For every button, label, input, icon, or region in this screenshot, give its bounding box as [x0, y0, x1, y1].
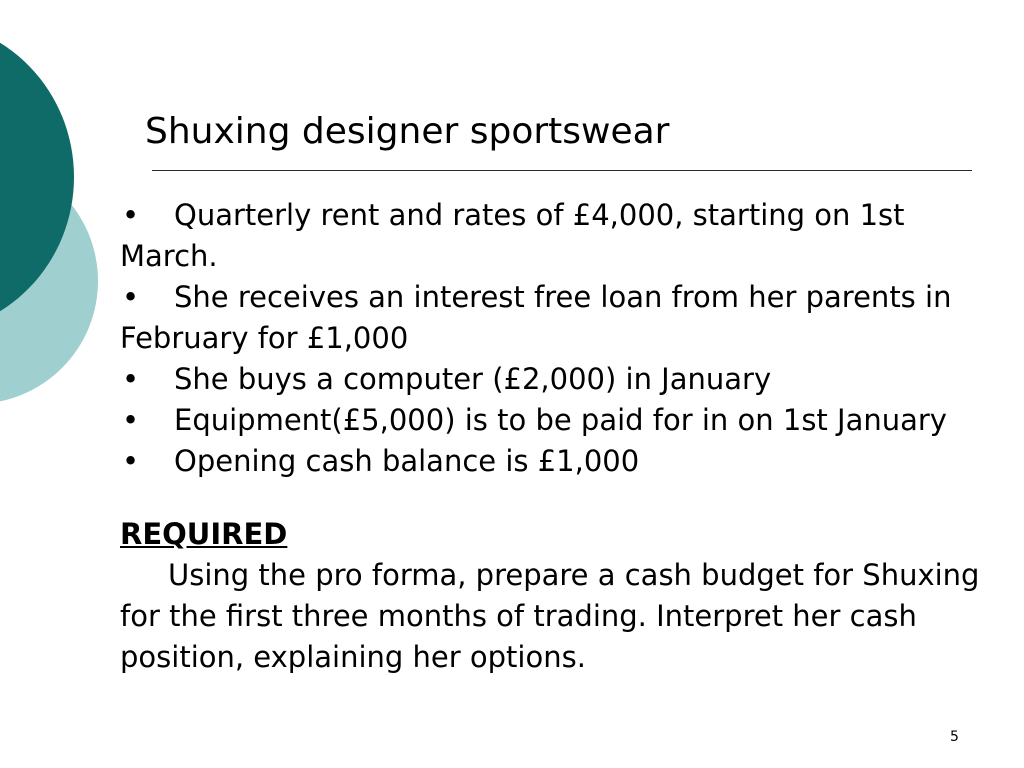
required-text-block [120, 555, 980, 678]
bullet-text: Opening cash balance is £1,000 [174, 444, 640, 478]
bullet-text: Quarterly rent and rates of £4,000, starting on 1st March. [120, 198, 905, 273]
required-heading: REQUIRED [120, 517, 288, 551]
bullet-marker: • [122, 198, 140, 232]
bullet-text: She buys a computer (£2,000) in January [174, 362, 772, 396]
bullet-text: Equipment(£5,000) is to be paid for in on 1st January [174, 403, 947, 437]
bullet-item-equipment [120, 400, 980, 441]
bullet-text: She receives an interest free loan from her parents in February for £1,000 [120, 280, 952, 355]
bullet-item-computer [120, 359, 980, 400]
title-divider [152, 170, 972, 171]
page-number: 5 [950, 729, 959, 745]
required-text: Using the pro forma, prepare a cash budget for Shuxing for the first three months of trading. Interpret her cash position, explaining her options. [120, 558, 980, 674]
bullet-marker: • [122, 444, 140, 478]
bullet-marker: • [122, 362, 140, 396]
bullet-item-loan [120, 277, 980, 359]
required-section [120, 514, 980, 678]
bullet-item-rent [120, 195, 980, 277]
bullet-marker: • [122, 403, 140, 437]
slide-body [120, 195, 980, 678]
bullet-marker: • [122, 280, 140, 314]
bullet-list [120, 195, 980, 482]
slide-title: Shuxing designer sportswear [145, 111, 670, 152]
bullet-item-opening-cash [120, 441, 980, 482]
